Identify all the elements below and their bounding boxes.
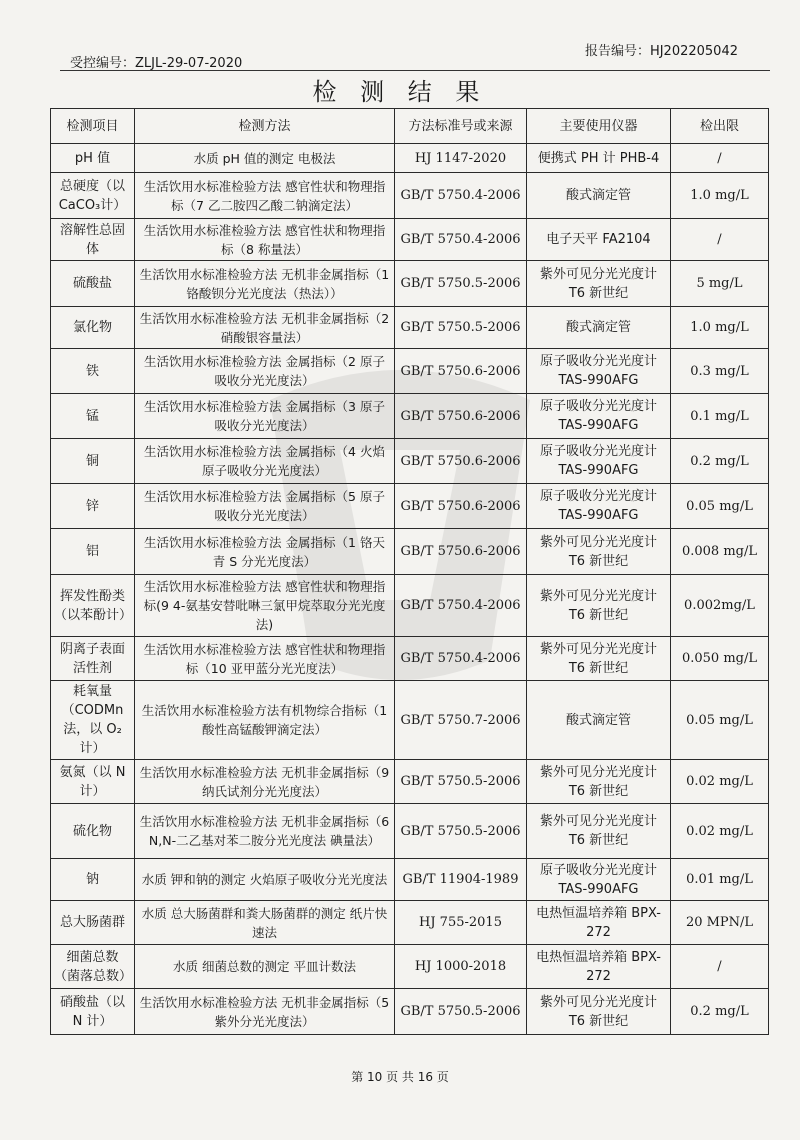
item-cell: 硫化物 [51,804,135,859]
method-cell: 生活饮用水标准检验方法 金属指标（3 原子吸收分光光度法） [135,394,395,439]
instrument-cell: 电热恒温培养箱 BPX-272 [527,901,671,945]
table-body [51,144,769,1035]
method-cell: 水质 细菌总数的测定 平皿计数法 [135,945,395,989]
col-header-standard: 方法标准号或来源 [395,109,527,144]
instrument-cell: 紫外可见分光光度计 T6 新世纪 [527,989,671,1035]
standard-cell: GB/T 5750.4-2006 [395,173,527,219]
instrument-cell: 电子天平 FA2104 [527,219,671,261]
instrument-cell: 原子吸收分光光度计 TAS-990AFG [527,349,671,394]
standard-cell: GB/T 5750.6-2006 [395,349,527,394]
col-header-method: 检测方法 [135,109,395,144]
method-cell: 生活饮用水标准检验方法 金属指标（5 原子吸收分光光度法） [135,484,395,529]
limit-cell: 0.2 mg/L [671,439,769,484]
table-row [51,637,769,681]
table-row [51,439,769,484]
table-row [51,219,769,261]
table-row [51,681,769,760]
standard-cell: HJ 1000-2018 [395,945,527,989]
limit-cell: 0.05 mg/L [671,484,769,529]
limit-cell: 1.0 mg/L [671,307,769,349]
standard-cell: GB/T 11904-1989 [395,859,527,901]
control-number: 受控编号：ZLJL-29-07-2020 [70,56,243,71]
method-cell: 水质 pH 值的测定 电极法 [135,144,395,173]
instrument-cell: 紫外可见分光光度计 T6 新世纪 [527,804,671,859]
method-cell: 生活饮用水标准检验方法 无机非金属指标（9 纳氏试剂分光光度法） [135,760,395,804]
limit-cell: 20 MPN/L [671,901,769,945]
method-cell: 生活饮用水标准检验方法 感官性状和物理指标（8 称量法） [135,219,395,261]
table-row [51,307,769,349]
method-cell: 生活饮用水标准检验方法 无机非金属指标（2 硝酸银容量法） [135,307,395,349]
limit-cell: 1.0 mg/L [671,173,769,219]
limit-cell: 5 mg/L [671,261,769,307]
instrument-cell: 紫外可见分光光度计 T6 新世纪 [527,637,671,681]
standard-cell: GB/T 5750.5-2006 [395,261,527,307]
method-cell: 生活饮用水标准检验方法 感官性状和物理指标（7 乙二胺四乙酸二钠滴定法） [135,173,395,219]
limit-cell: 0.3 mg/L [671,349,769,394]
method-cell: 水质 总大肠菌群和粪大肠菌群的测定 纸片快速法 [135,901,395,945]
limit-cell: 0.2 mg/L [671,989,769,1035]
standard-cell: HJ 1147-2020 [395,144,527,173]
instrument-cell: 原子吸收分光光度计 TAS-990AFG [527,859,671,901]
method-cell: 生活饮用水标准检验方法 无机非金属指标（5 紫外分光光度法） [135,989,395,1035]
item-cell: 铁 [51,349,135,394]
table-row [51,144,769,173]
limit-cell: / [671,945,769,989]
instrument-cell: 电热恒温培养箱 BPX-272 [527,945,671,989]
table-row [51,575,769,637]
standard-cell: GB/T 5750.4-2006 [395,219,527,261]
instrument-cell: 便携式 PH 计 PHB-4 [527,144,671,173]
item-cell: 氯化物 [51,307,135,349]
item-cell: 细菌总数（菌落总数） [51,945,135,989]
instrument-cell: 酸式滴定管 [527,307,671,349]
instrument-cell: 原子吸收分光光度计 TAS-990AFG [527,439,671,484]
item-cell: 铝 [51,529,135,575]
instrument-cell: 酸式滴定管 [527,173,671,219]
col-header-instrument: 主要使用仪器 [527,109,671,144]
item-cell: 挥发性酚类（以苯酚计） [51,575,135,637]
standard-cell: GB/T 5750.5-2006 [395,307,527,349]
page-number: 第 10 页 共 16 页 [351,1070,449,1084]
limit-cell: 0.05 mg/L [671,681,769,760]
standard-cell: GB/T 5750.7-2006 [395,681,527,760]
limit-cell: 0.050 mg/L [671,637,769,681]
limit-cell: 0.1 mg/L [671,394,769,439]
page-title: 检 测 结 果 [312,78,488,106]
table-header-row [51,109,769,144]
instrument-cell: 紫外可见分光光度计 T6 新世纪 [527,529,671,575]
item-cell: 溶解性总固体 [51,219,135,261]
standard-cell: GB/T 5750.5-2006 [395,804,527,859]
table-row [51,859,769,901]
item-cell: pH 值 [51,144,135,173]
method-cell: 生活饮用水标准检验方法 金属指标（1 铬天青 S 分光光度法） [135,529,395,575]
item-cell: 锌 [51,484,135,529]
table-row [51,529,769,575]
standard-cell: GB/T 5750.6-2006 [395,484,527,529]
standard-cell: GB/T 5750.6-2006 [395,439,527,484]
item-cell: 铜 [51,439,135,484]
standard-cell: GB/T 5750.4-2006 [395,637,527,681]
table-row [51,484,769,529]
limit-cell: 0.008 mg/L [671,529,769,575]
method-cell: 生活饮用水标准检验方法 无机非金属指标（6 N,N-二乙基对苯二胺分光光度法 碘量法） [135,804,395,859]
limit-cell: 0.002mg/L [671,575,769,637]
col-header-item: 检测项目 [51,109,135,144]
table-row [51,261,769,307]
table-row [51,394,769,439]
limit-cell: 0.02 mg/L [671,804,769,859]
standard-cell: GB/T 5750.4-2006 [395,575,527,637]
table-row [51,349,769,394]
instrument-cell: 紫外可见分光光度计 T6 新世纪 [527,261,671,307]
item-cell: 硝酸盐（以 N 计） [51,989,135,1035]
item-cell: 硫酸盐 [51,261,135,307]
col-header-limit: 检出限 [671,109,769,144]
item-cell: 氨氮（以 N 计） [51,760,135,804]
limit-cell: / [671,144,769,173]
method-cell: 生活饮用水标准检验方法 金属指标（4 火焰原子吸收分光光度法） [135,439,395,484]
method-cell: 生活饮用水标准检验方法 金属指标（2 原子吸收分光光度法） [135,349,395,394]
item-cell: 阴离子表面活性剂 [51,637,135,681]
standard-cell: GB/T 5750.5-2006 [395,760,527,804]
standard-cell: HJ 755-2015 [395,901,527,945]
instrument-cell: 原子吸收分光光度计 TAS-990AFG [527,484,671,529]
instrument-cell: 原子吸收分光光度计 TAS-990AFG [527,394,671,439]
table-row [51,804,769,859]
method-cell: 水质 钾和钠的测定 火焰原子吸收分光光度法 [135,859,395,901]
instrument-cell: 紫外可见分光光度计 T6 新世纪 [527,575,671,637]
header-divider [60,70,770,71]
item-cell: 钠 [51,859,135,901]
results-table [50,108,769,1035]
item-cell: 总大肠菌群 [51,901,135,945]
instrument-cell: 紫外可见分光光度计 T6 新世纪 [527,760,671,804]
report-number: 报告编号：HJ202205042 [584,44,738,59]
table-row [51,901,769,945]
limit-cell: 0.02 mg/L [671,760,769,804]
table-row [51,760,769,804]
method-cell: 生活饮用水标准检验方法有机物综合指标（1 酸性高锰酸钾滴定法） [135,681,395,760]
instrument-cell: 酸式滴定管 [527,681,671,760]
table-row [51,945,769,989]
limit-cell: / [671,219,769,261]
item-cell: 总硬度（以CaCO₃计） [51,173,135,219]
standard-cell: GB/T 5750.6-2006 [395,394,527,439]
limit-cell: 0.01 mg/L [671,859,769,901]
table-row [51,173,769,219]
method-cell: 生活饮用水标准检验方法 感官性状和物理指标（10 亚甲蓝分光光度法） [135,637,395,681]
method-cell: 生活饮用水标准检验方法 感官性状和物理指标(9 4-氨基安替吡啉三氯甲烷萃取分光光度法) [135,575,395,637]
standard-cell: GB/T 5750.5-2006 [395,989,527,1035]
item-cell: 锰 [51,394,135,439]
item-cell: 耗氧量（CODMn法，以 O₂计） [51,681,135,760]
method-cell: 生活饮用水标准检验方法 无机非金属指标（1 铬酸钡分光光度法（热法）） [135,261,395,307]
table-row [51,989,769,1035]
standard-cell: GB/T 5750.6-2006 [395,529,527,575]
